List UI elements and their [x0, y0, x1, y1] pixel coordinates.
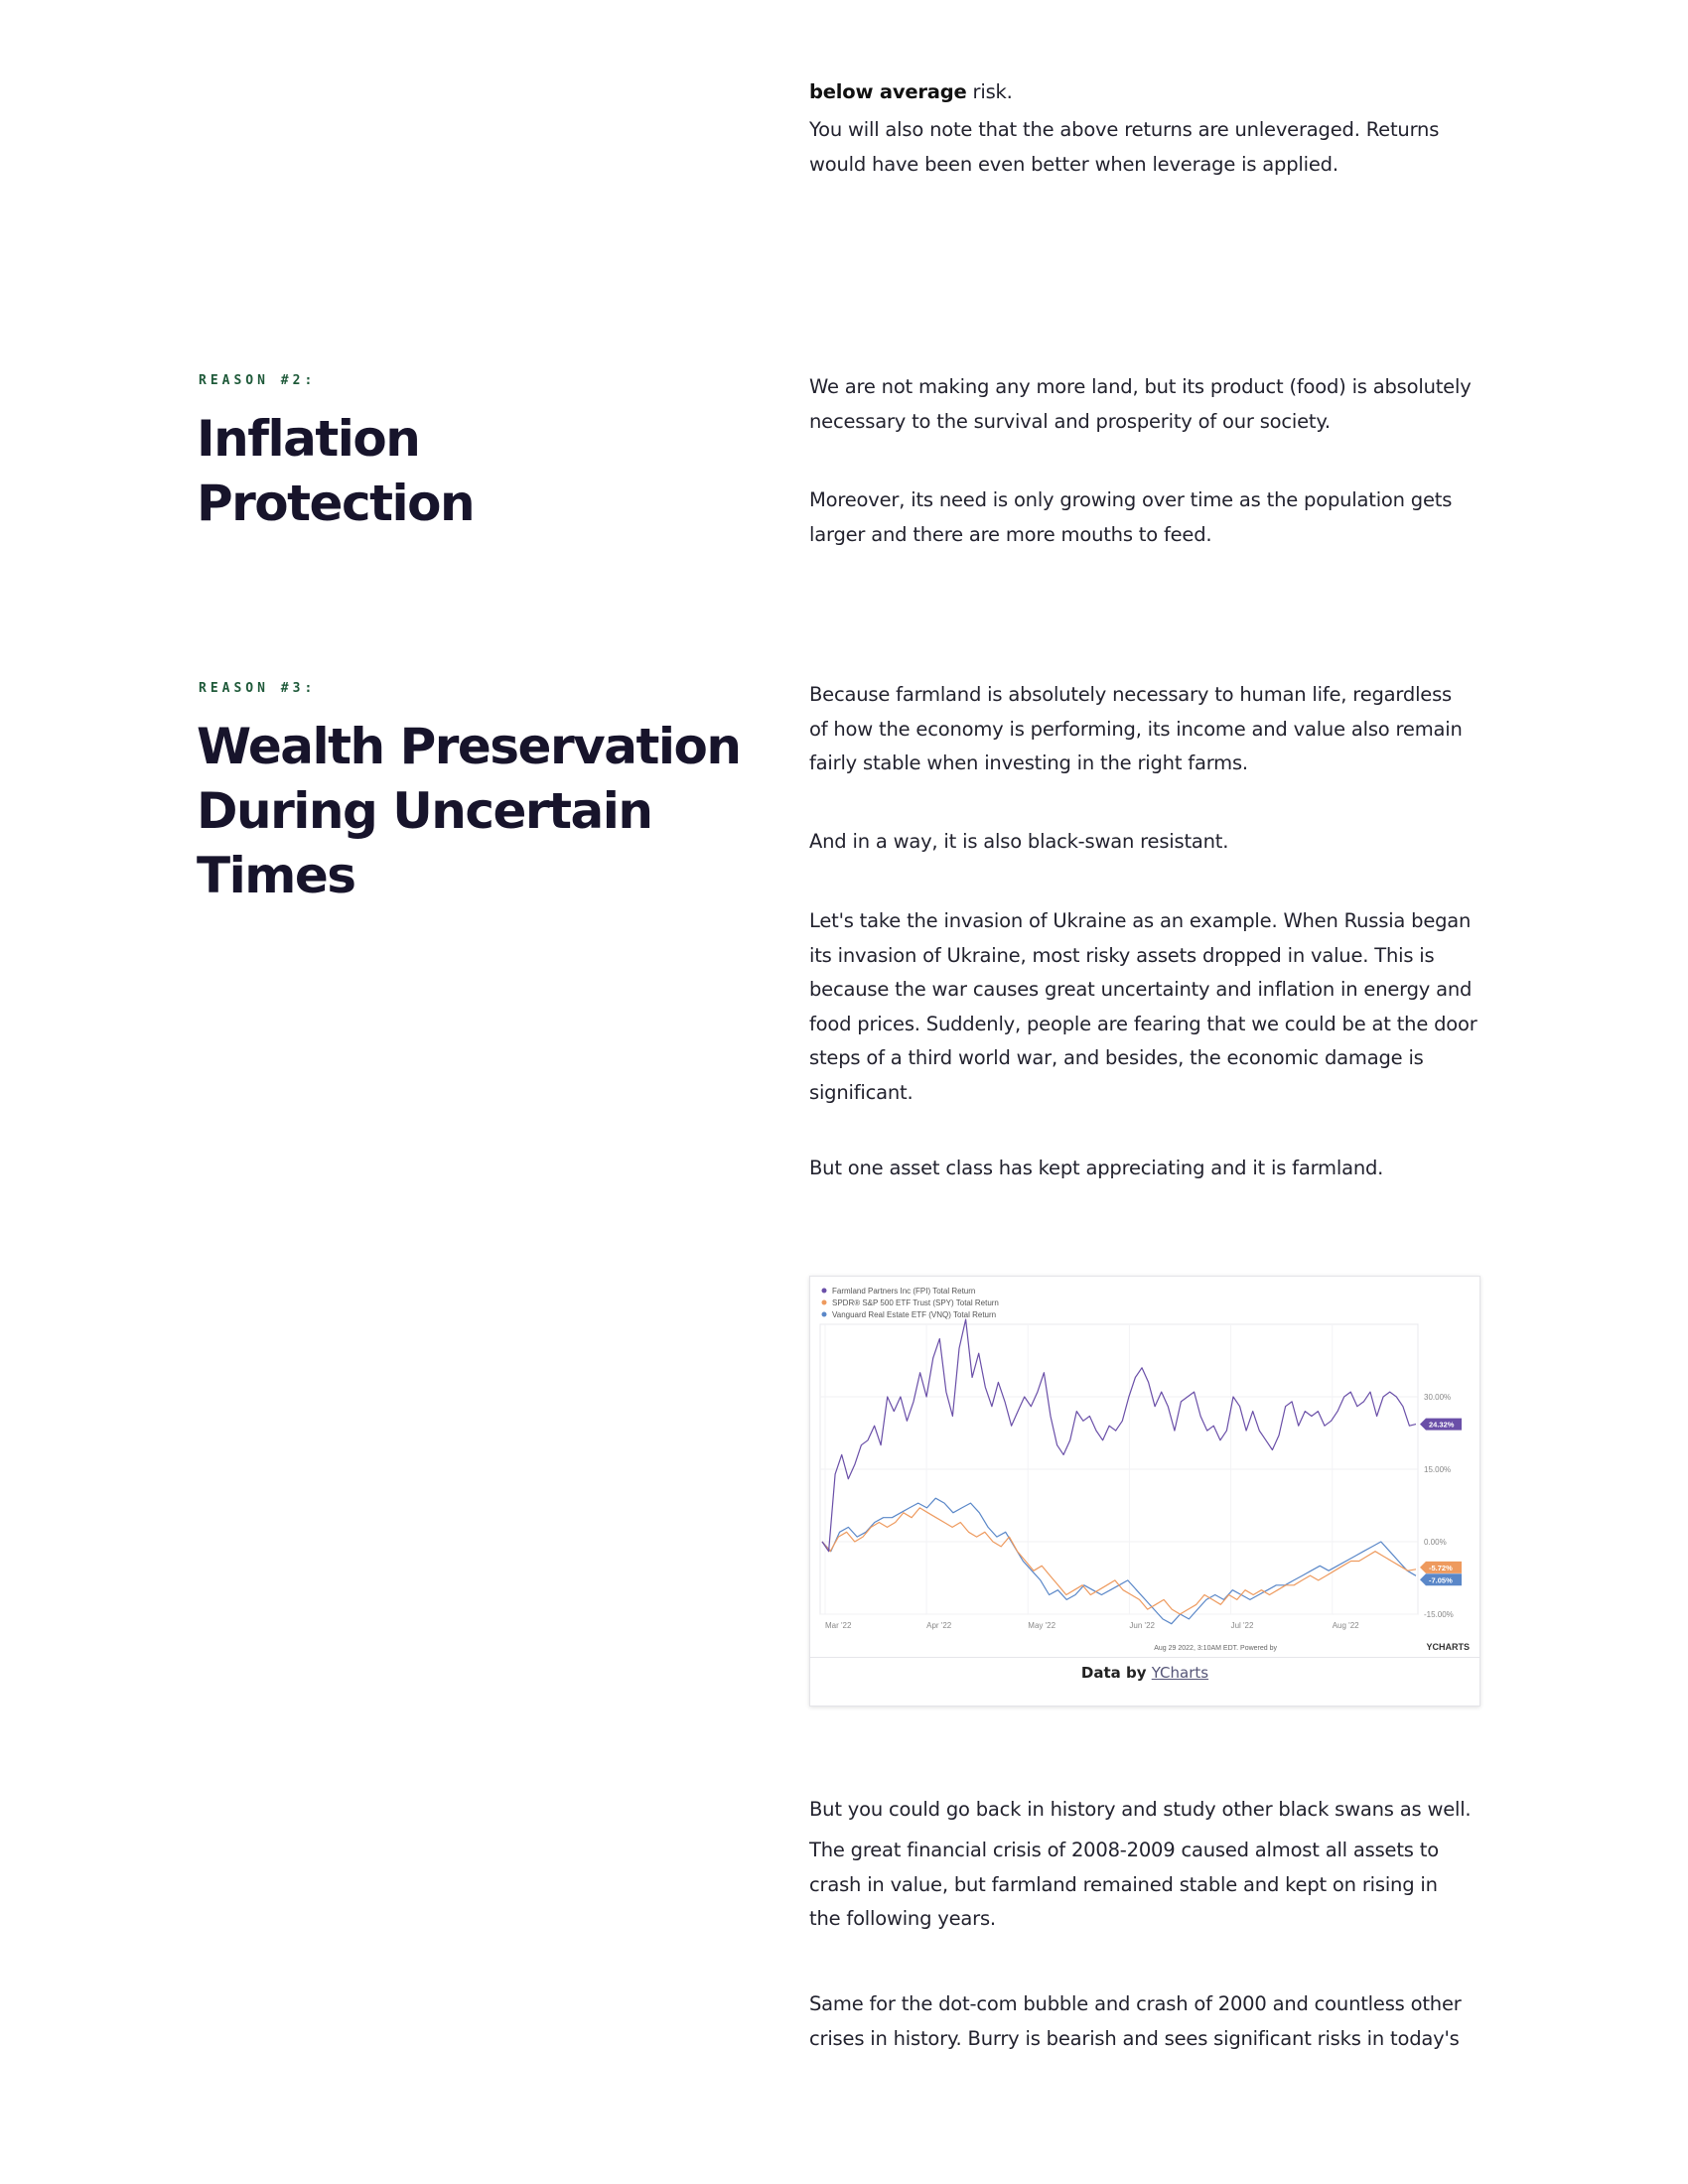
farmland-stability-paragraph: Because farmland is absolutely necessary to human life, regardless of how the economy is performing, its income and value also remain fairly stable when investing in the right farms.: [809, 683, 1463, 774]
legend-marker: [822, 1300, 827, 1305]
risk-sentence: [809, 75, 1484, 110]
series-line: [822, 1319, 1416, 1552]
land-paragraph: We are not making any more land, but its product (food) is absolutely necessary to the survival and prosperity of our society.: [809, 375, 1472, 433]
y-tick-label: 0.00%: [1424, 1538, 1447, 1547]
legend-marker: [822, 1312, 827, 1317]
reason-3-heading-line3: Times: [197, 847, 355, 904]
x-tick-label: Mar '22: [825, 1621, 852, 1630]
chart-caption-prefix: Data by: [1080, 1664, 1152, 1682]
reason-2-heading: [197, 407, 753, 536]
x-tick-label: Jun '22: [1129, 1621, 1155, 1630]
y-tick-label: 30.00%: [1424, 1393, 1452, 1402]
reason-3-heading-line1: Wealth Preservation: [197, 718, 741, 775]
end-value-label: -5.72%: [1429, 1563, 1453, 1572]
reason-2-heading-line1: Inflation: [197, 410, 420, 468]
y-tick-label: 15.00%: [1424, 1465, 1452, 1474]
ycharts-link[interactable]: YCharts: [1151, 1664, 1209, 1682]
ycharts-chart-card: [809, 1276, 1480, 1706]
x-tick-label: Aug '22: [1332, 1621, 1359, 1630]
reason-3-label: REASON #3:: [199, 681, 317, 696]
reason-2-label: REASON #2:: [199, 373, 317, 388]
reason-3-heading: [197, 715, 753, 908]
legend-entry: Vanguard Real Estate ETF (VNQ) Total Return: [832, 1310, 997, 1319]
end-value-label: 24.32%: [1429, 1420, 1455, 1430]
x-tick-label: Jul '22: [1230, 1621, 1254, 1630]
legend-entry: SPDR® S&P 500 ETF Trust (SPY) Total Return: [832, 1298, 999, 1307]
financial-crisis-paragraph: The great financial crisis of 2008-2009 caused almost all assets to crash in value, but farmland remained stable and kept on rising in the following years.: [809, 1839, 1439, 1930]
black-swan-paragraph: And in a way, it is also black-swan resistant.: [809, 830, 1229, 853]
below-average-emphasis: below average: [809, 80, 967, 103]
risk-sentence-rest: risk.: [966, 80, 1013, 103]
x-tick-label: May '22: [1028, 1621, 1056, 1630]
total-return-chart: [810, 1277, 1479, 1658]
y-tick-label: -15.00%: [1424, 1610, 1454, 1619]
chart-divider: [810, 1657, 1479, 1658]
reason-2-heading-line2: Protection: [197, 475, 475, 532]
appreciating-paragraph: But one asset class has kept appreciating and it is farmland.: [809, 1157, 1384, 1179]
dotcom-paragraph: Same for the dot-com bubble and crash of 2000 and countless other crises in history. Burry is bearish and sees significant risks in today's: [809, 1992, 1462, 2050]
ycharts-brand: YCHARTS: [1426, 1642, 1470, 1652]
population-paragraph: Moreover, its need is only growing over time as the population gets larger and there are more mouths to feed.: [809, 488, 1453, 546]
chart-footer: Aug 29 2022, 3:10AM EDT. Powered by: [1154, 1645, 1277, 1652]
x-tick-label: Apr '22: [926, 1621, 952, 1630]
unleveraged-paragraph: You will also note that the above returns are unleveraged. Returns would have been even better when leverage is applied.: [809, 118, 1440, 176]
ukraine-paragraph: Let's take the invasion of Ukraine as an example. When Russia began its invasion of Ukraine, most risky assets dropped in value. This is because the war causes great uncertainty and inflation in energy and food prices. Suddenly, people are fearing that we could be at the door steps of a third world war, and besides, the economic damage is significant.: [809, 909, 1477, 1104]
series-line: [822, 1508, 1416, 1614]
chart-caption: [810, 1664, 1479, 1682]
history-paragraph: But you could go back in history and study other black swans as well.: [809, 1798, 1472, 1821]
reason-3-heading-line2: During Uncertain: [197, 782, 652, 840]
legend-marker: [822, 1289, 827, 1294]
legend-entry: Farmland Partners Inc (FPI) Total Return: [832, 1287, 976, 1296]
end-value-label: -7.05%: [1429, 1575, 1453, 1585]
